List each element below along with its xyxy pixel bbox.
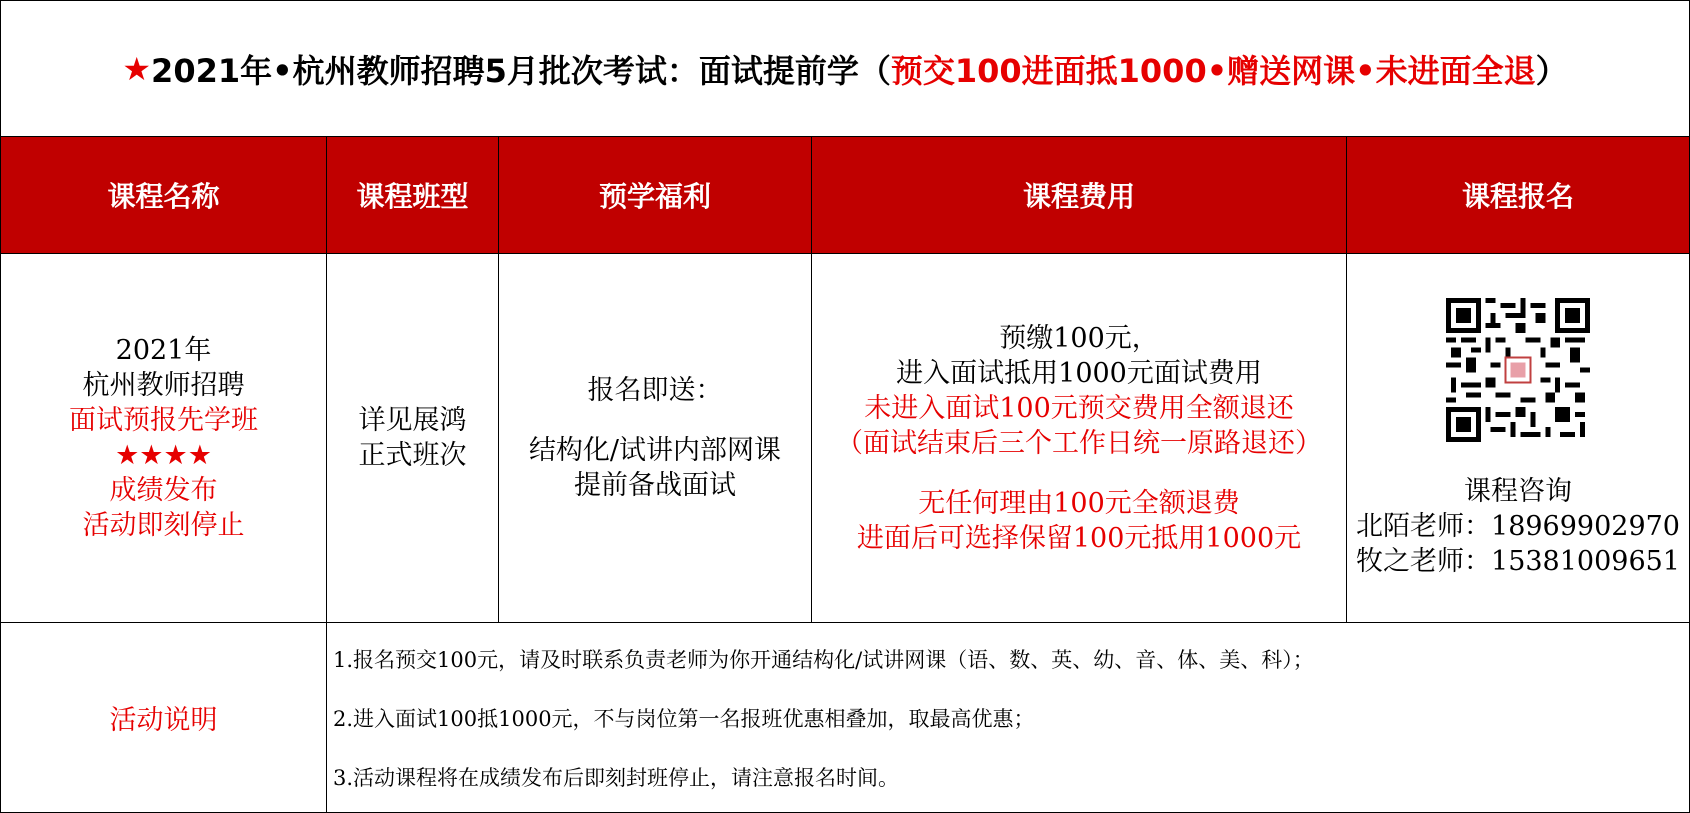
table-row xyxy=(1,254,1689,623)
notes-label: 活动说明 xyxy=(1,623,327,812)
course-year: 2021年 xyxy=(115,335,212,366)
benefit-line-3: 提前备战面试 xyxy=(574,470,736,501)
header-fee: 课程费用 xyxy=(812,137,1347,253)
notes-list xyxy=(327,623,1689,812)
header-class-type: 课程班型 xyxy=(327,137,499,253)
benefit-cell xyxy=(499,254,812,622)
course-subtitle: 面试预报先学班 xyxy=(69,405,258,436)
contact-teacher-2[interactable]: 牧之老师：15381009651 xyxy=(1356,545,1680,577)
fee-line-3: 未进入面试100元预交费用全额退还 xyxy=(864,392,1294,424)
course-name-cell xyxy=(1,254,327,622)
benefit-line-1: 报名即送： xyxy=(587,375,723,406)
qr-code-icon[interactable] xyxy=(1446,298,1590,442)
benefit-line-2: 结构化/试讲内部网课 xyxy=(528,435,782,466)
fee-line-4: （面试结束后三个工作日统一原路退还） xyxy=(836,427,1322,459)
consult-label: 课程咨询 xyxy=(1464,475,1572,507)
course-title: 杭州教师招聘 xyxy=(82,370,245,401)
page-title xyxy=(1,1,1689,137)
course-note-1: 成绩发布 xyxy=(109,475,218,506)
contact-teacher-1[interactable]: 北陌老师：18969902970 xyxy=(1356,510,1680,542)
list-item: 1.报名预交100元，请及时联系负责老师为你开通结构化/试讲网课（语、数、英、幼、音、体、美、科）； xyxy=(333,647,1314,672)
title-end: ） xyxy=(1535,51,1568,90)
fee-line-2: 进入面试抵用1000元面试费用 xyxy=(896,357,1262,389)
class-type-line-2: 正式班次 xyxy=(358,440,467,471)
title-main: 2021年•杭州教师招聘5月批次考试：面试提前学（ xyxy=(151,51,891,90)
consult-info xyxy=(1356,474,1680,579)
table-header-row xyxy=(1,137,1689,254)
header-course-name: 课程名称 xyxy=(1,137,327,253)
fee-line-6: 进面后可选择保留100元抵用1000元 xyxy=(856,522,1302,554)
class-type-line-1: 详见展鸿 xyxy=(358,405,467,436)
notes-row xyxy=(1,623,1689,812)
header-benefit: 预学福利 xyxy=(499,137,812,253)
list-item: 3.活动课程将在成绩发布后即刻封班停止，请注意报名时间。 xyxy=(333,765,900,790)
fee-line-5: 无任何理由100元全额退费 xyxy=(918,487,1240,519)
course-note-2: 活动即刻停止 xyxy=(82,510,245,541)
class-type-cell xyxy=(327,254,499,622)
star-icon: ★ xyxy=(122,49,152,88)
fee-line-1: 预缴100元， xyxy=(999,322,1159,354)
signup-cell xyxy=(1347,254,1689,622)
header-signup: 课程报名 xyxy=(1461,180,1574,213)
title-highlight: 预交100进面抵1000•赠送网课•未进面全退 xyxy=(890,51,1536,90)
list-item: 2.进入面试100抵1000元，不与岗位第一名报班优惠相叠加，取最高优惠； xyxy=(333,706,1035,731)
fee-cell xyxy=(812,254,1347,622)
rating-stars-icon: ★★★★ xyxy=(115,440,212,471)
